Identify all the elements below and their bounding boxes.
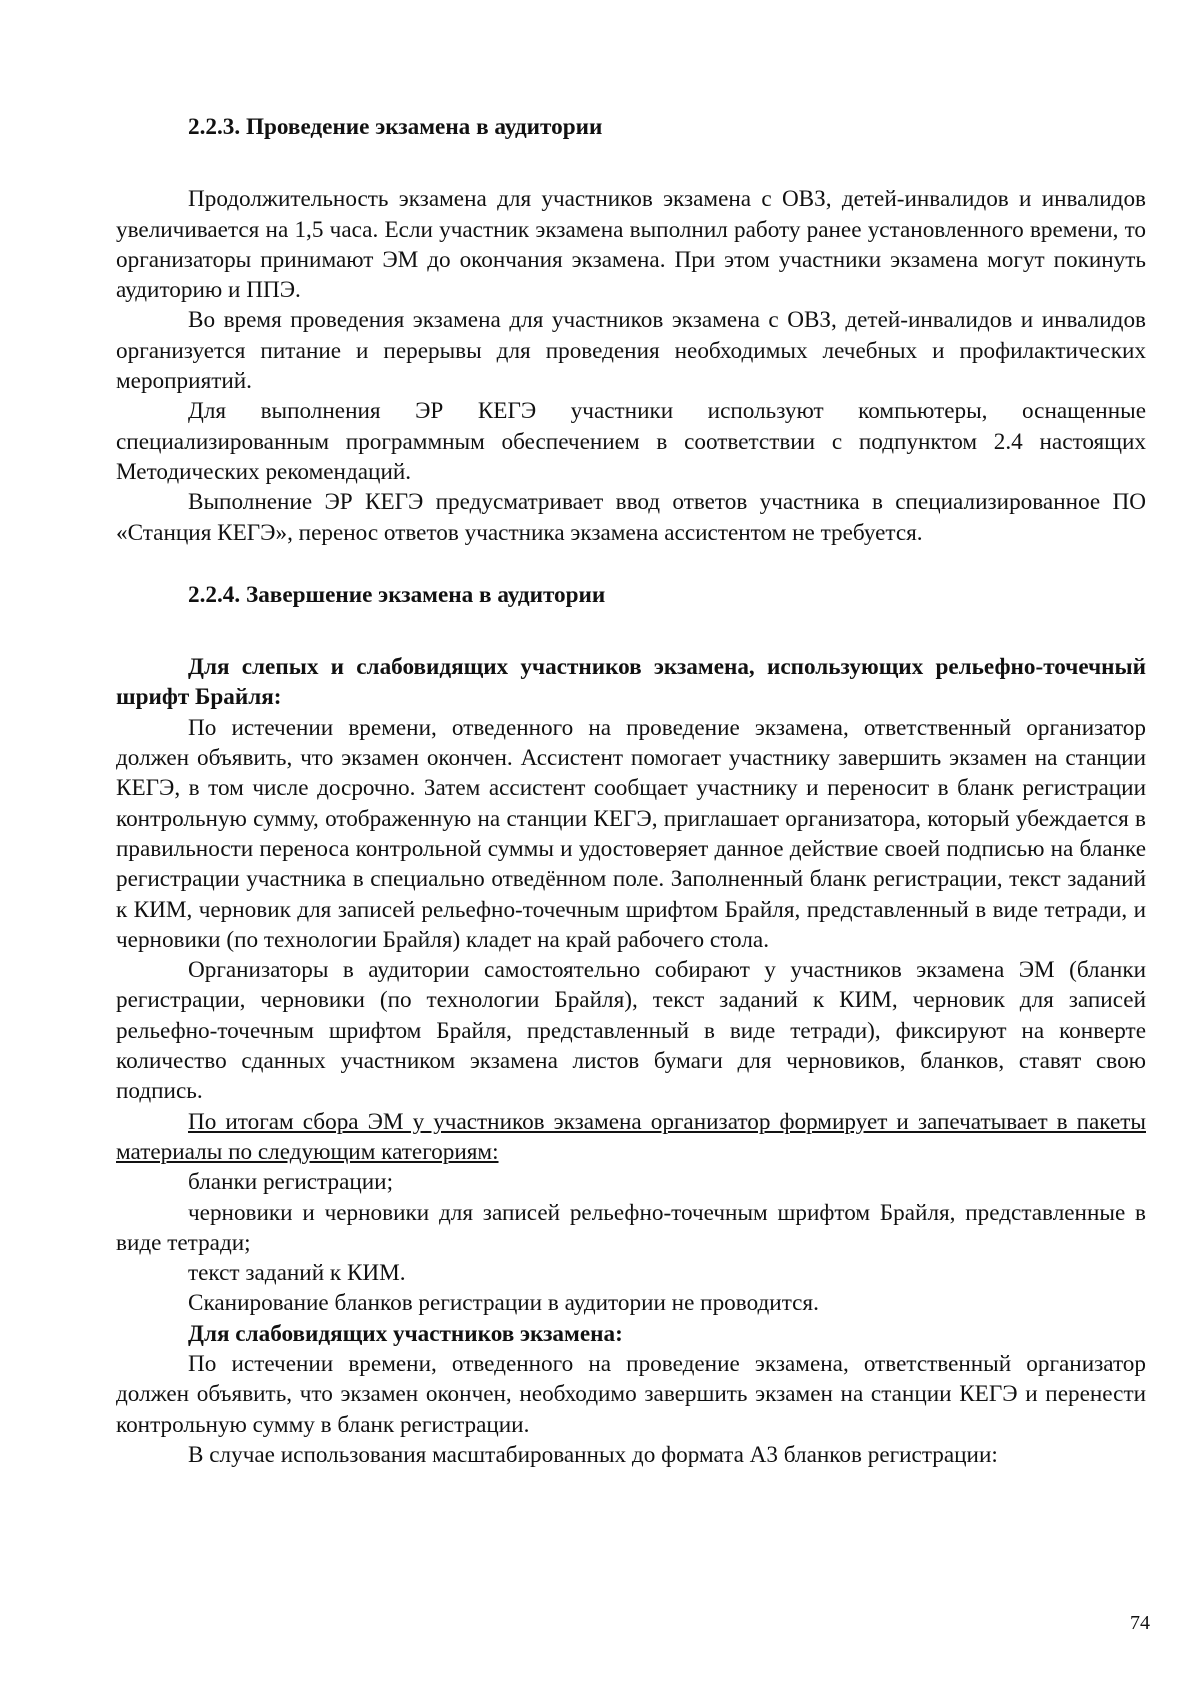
paragraph: Выполнение ЭР КЕГЭ предусматривает ввод ответов участника в специализированное ПО «Станция КЕГЭ», перенос ответов участника экзамена ассистентом не требуется. [116,489,1146,546]
subheading-low-vision-participants: Для слабовидящих участников экзамена: [188,1320,623,1347]
section-heading-2-2-3: 2.2.3. Проведение экзамена в аудитории [188,114,603,140]
paragraph: Сканирование бланков регистрации в аудитории не проводится. [188,1290,819,1317]
page-number: 74 [1130,1612,1150,1634]
paragraph: Во время проведения экзамена для участников экзамена с ОВЗ, детей-инвалидов и инвалидов организуется питание и перерывы для проведения необходимых лечебных и профилактических мероприятий. [116,307,1146,395]
list-item: текст заданий к КИМ. [188,1260,406,1287]
paragraph: Продолжительность экзамена для участников экзамена с ОВЗ, детей-инвалидов и инвалидов увеличивается на 1,5 часа. Если участник экзамена выполнил работу ранее установленного времени, то организаторы принимают ЭМ до окончания экзамена. При этом участники экзамена могут покинуть аудиторию и ППЭ. [116,186,1146,304]
page-content [116,112,1146,1470]
paragraph: По истечении времени, отведенного на проведение экзамена, ответственный организатор должен объявить, что экзамен окончен, необходимо завершить экзамен на станции КЕГЭ и перенести контрольную сумму в бланк регистрации. [116,1350,1146,1438]
paragraph: В случае использования масштабированных до формата А3 бланков регистрации: [188,1441,998,1468]
section-heading-2-2-4: 2.2.4. Завершение экзамена в аудитории [188,581,606,608]
underlined-paragraph: По итогам сбора ЭМ у участников экзамена организатор формирует и запечатывает в пакеты материалы по следующим категориям: [116,1108,1146,1165]
list-item: бланки регистрации; [188,1169,394,1196]
paragraph: По истечении времени, отведенного на проведение экзамена, ответственный организатор должен объявить, что экзамен окончен. Ассистент помогает участнику завершить экзамен на станции КЕГЭ, в том числе досрочно. Затем ассистент сообщает участнику и переносит в бланк регистрации контрольную сумму, отображенную на станции КЕГЭ, приглашает организатора, который убеждается в правильности переноса контрольной суммы и удостоверяет данное действие своей подписью на бланке регистрации участника в специально отведённом поле. Заполненный бланк регистрации, текст заданий к КИМ, черновик для записей рельефно-точечным шрифтом Брайля, представленный в виде тетради, и черновики (по технологии Брайля) кладет на край рабочего стола. [116,714,1146,953]
subheading-blind-participants: Для слепых и слабовидящих участников экзамена, использующих рельефно-точечный шрифт Брайля: [116,654,1146,711]
paragraph: Организаторы в аудитории самостоятельно собирают у участников экзамена ЭМ (бланки регистрации, черновики (по технологии Брайля), текст заданий к КИМ, черновик для записей рельефно-точечным шрифтом Брайля, представленный в виде тетради), фиксируют на конверте количество сданных участником экзамена листов бумаги для черновиков, бланков, ставят свою подпись. [116,957,1146,1105]
paragraph: Для выполнения ЭР КЕГЭ участники используют компьютеры, оснащенные специализированным программным обеспечением в соответствии с подпунктом 2.4 настоящих Методических рекомендаций. [116,398,1146,485]
list-item: черновики и черновики для записей рельефно-точечным шрифтом Брайля, представленные в виде тетради; [116,1199,1146,1256]
